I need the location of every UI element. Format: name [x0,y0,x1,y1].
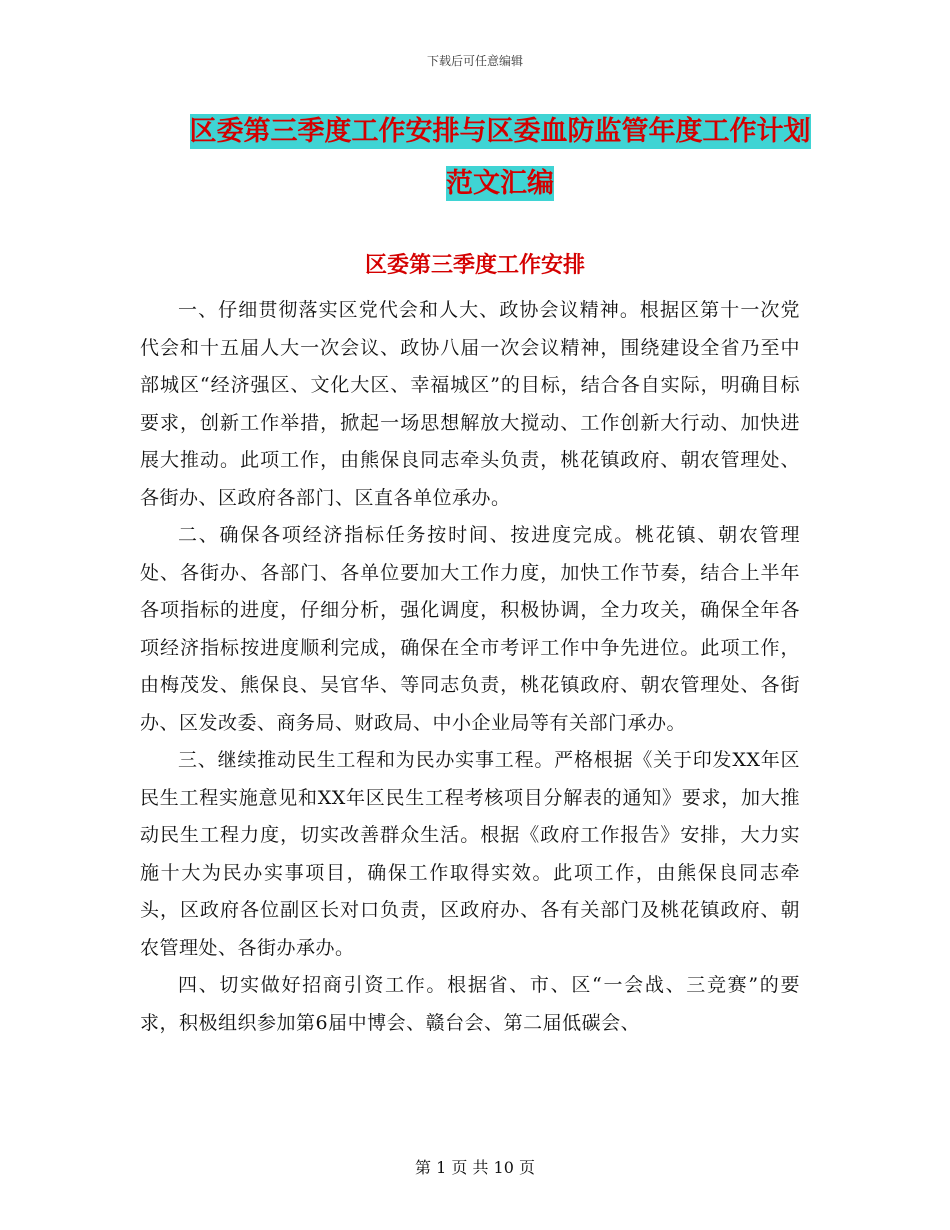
document-title-line2: 范文汇编 [446,168,554,199]
section-title: 区委第三季度工作安排 [364,253,585,278]
header-note: 下载后可任意编辑 [426,54,523,68]
page-footer: 第 1 页 共 10 页 [415,1158,535,1177]
paragraph: 二、确保各项经济指标任务按时间、按进度完成。桃花镇、朝农管理处、各街办、各部门、各单位要加大工作力度，加快工作节奏，结合上半年各项指标的进度，仔细分析，强化调度，积极协调，全力攻关，确保全年各项经济指标按进度顺利完成，确保在全市考评工作中争先进位。此项工作，由梅茂发、熊保良、吴官华、等同志负责，桃花镇政府、朝农管理处、各街办、区发改委、商务局、财政局、中小企业局等有关部门承办。 [140,524,800,734]
document-title-line1: 区委第三季度工作安排与区委血防监管年度工作计划 [189,116,811,147]
paragraph: 一、仔细贯彻落实区党代会和人大、政协会议精神。根据区第十一次党代会和十五届人大一次会议、政协八届一次会议精神，围绕建设全省乃至中部城区“经济强区、文化大区、幸福城区”的目标，结合各自实际，明确目标要求，创新工作举措，掀起一场思想解放大搅动、工作创新大行动、加快进展大推动。此项工作，由熊保良同志牵头负责，桃花镇政府、朝农管理处、各街办、区政府各部门、区直各单位承办。 [140,299,800,509]
paragraph: 四、切实做好招商引资工作。根据省、市、区“一会战、三竞赛”的要求，积极组织参加第6届中博会、赣台会、第二届低碳会、 [140,974,800,1034]
paragraph: 三、继续推动民生工程和为民办实事工程。严格根据《关于印发XX年区民生工程实施意见和XX年区民生工程考核项目分解表的通知》要求，加大推动民生工程力度，切实改善群众生活。根据《政府工作报告》安排，大力实施十大为民办实事项目，确保工作取得实效。此项工作，由熊保良同志牵头，区政府各位副区长对口负责，区政府办、各有关部门及桃花镇政府、朝农管理处、各街办承办。 [140,749,800,959]
document-title [140,106,860,210]
document-body [140,292,800,1042]
